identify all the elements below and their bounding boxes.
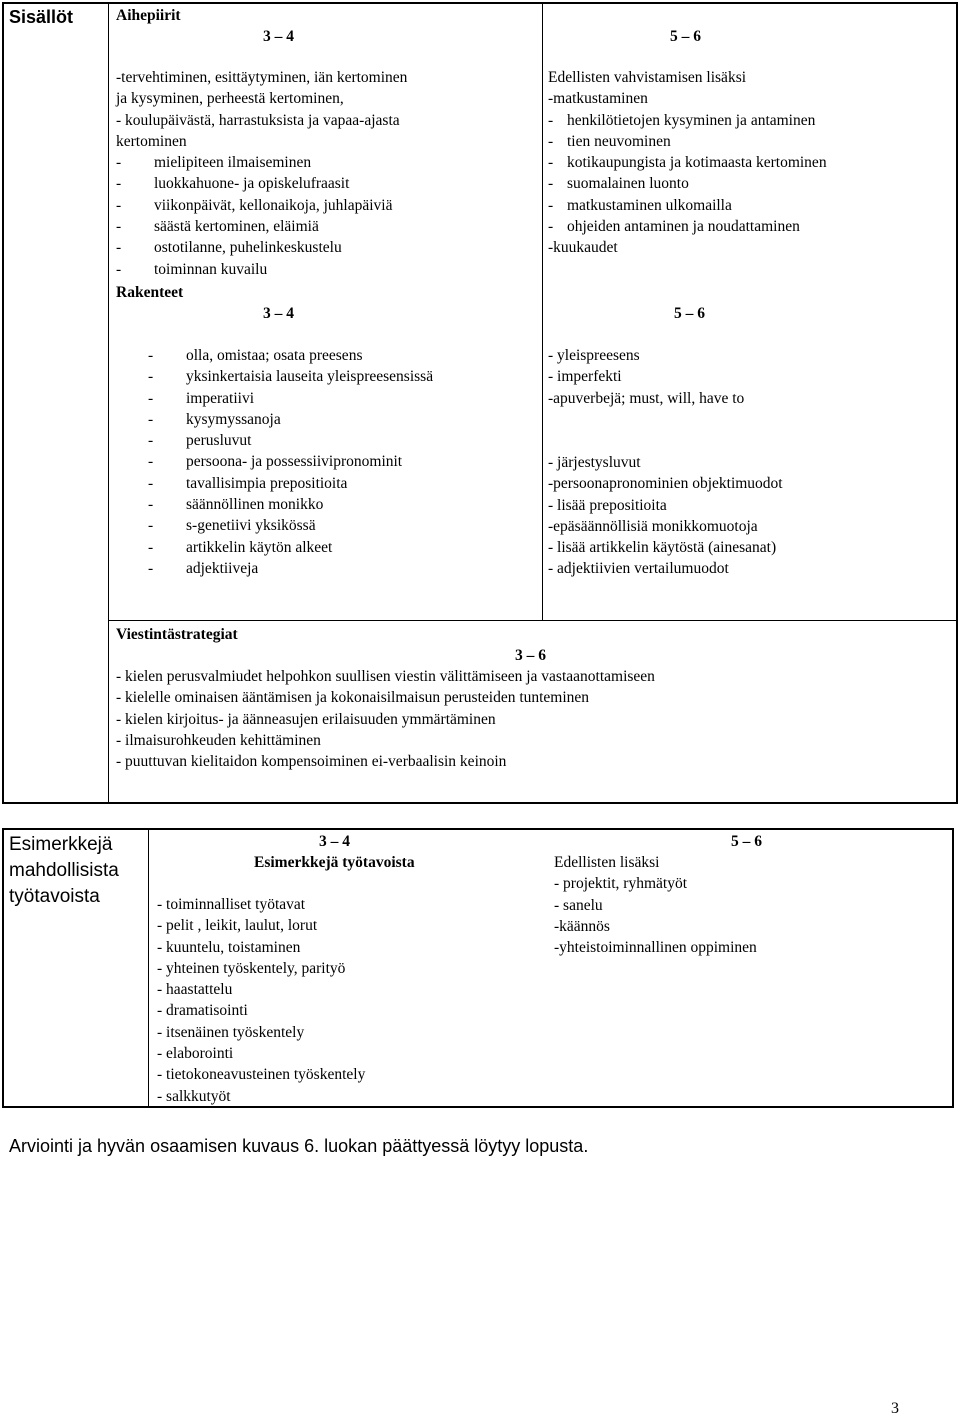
list-item: -matkustaminen xyxy=(548,90,648,108)
list-item: - pelit , leikit, laulut, lorut xyxy=(157,917,318,935)
table1-border-bottom xyxy=(2,802,958,804)
list-item: - puuttuvan kielitaidon kompensoiminen ei-verbaalisin keinoin xyxy=(116,753,507,771)
table2-border-top xyxy=(2,828,954,830)
list-item: - salkkutyöt xyxy=(157,1087,231,1105)
list-item: - artikkelin käytön alkeet xyxy=(148,538,333,556)
list-item: - kielen kirjoitus- ja äänneasujen erilaisuuden ymmärtäminen xyxy=(116,710,496,728)
table2-side-header xyxy=(9,832,119,910)
list-item: - elaborointi xyxy=(157,1045,234,1063)
table2-divider xyxy=(148,828,149,1108)
topics56-tail xyxy=(548,237,827,258)
list-item: - ilmaisurohkeuden kehittäminen xyxy=(116,731,321,749)
list-item: - kielen perusvalmiudet helpohkon suullisen viestin välittämiseen ja vastaanottamiseen xyxy=(116,668,655,685)
list-item: - säästä kertominen, eläimiä xyxy=(116,218,319,236)
list-item: - viikonpäivät, kellonaikoja, juhlapäiviä xyxy=(116,196,393,214)
topics56-lead xyxy=(548,67,827,110)
structures-heading: Rakenteet xyxy=(116,284,184,301)
list-item: - ohjeiden antaminen ja noudattaminen xyxy=(548,218,800,236)
list-item: - s-genetiivi yksikössä xyxy=(148,517,316,535)
topics-col34-header: 3 – 4 xyxy=(263,28,294,45)
list-item: - tavallisimpia prepositioita xyxy=(148,474,348,492)
list-item: - itsenäinen työskentely xyxy=(157,1023,305,1041)
list-item: - koulupäivästä, harrastuksista ja vapaa-ajasta xyxy=(116,111,400,129)
table2-border-right xyxy=(952,828,954,1108)
topics34-dash xyxy=(116,152,407,280)
structures34-list xyxy=(148,345,433,579)
list-item: -persoonapronominien objektimuodot xyxy=(548,475,783,493)
methods-col34-header: 3 – 4 xyxy=(319,833,350,850)
list-item: -epäsäännöllisiä monikkomuotoja xyxy=(548,517,758,535)
methods-col56-header: 5 – 6 xyxy=(731,833,762,850)
list-item: - järjestysluvut xyxy=(548,454,641,471)
list-item: - kysymyssanoja xyxy=(148,410,281,428)
list-item: - mielipiteen ilmaiseminen xyxy=(116,154,312,172)
list-item: - yhteinen työskentely, parityö xyxy=(157,959,346,977)
list-item: - imperfekti xyxy=(548,368,622,386)
list-item: - sanelu xyxy=(554,896,603,914)
list-item: - projektit, ryhmätyöt xyxy=(554,875,688,893)
table1-border-right xyxy=(956,2,958,804)
list-item: - lisää artikkelin käytöstä (ainesanat) xyxy=(548,539,777,557)
list-item: - haastattelu xyxy=(157,981,233,999)
list-item: - toiminnalliset työtavat xyxy=(157,896,306,913)
table1-divider-side xyxy=(108,2,109,804)
table2-border-bottom xyxy=(2,1106,954,1108)
strategies-heading: Viestintästrategiat xyxy=(116,626,238,643)
strategies-list xyxy=(116,666,655,772)
list-item: - tien neuvominen xyxy=(548,132,671,150)
table1-divider-columns xyxy=(542,2,543,621)
methods56-list xyxy=(554,852,757,958)
list-item: - matkustaminen ulkomailla xyxy=(548,196,732,214)
list-item: ja kysyminen, perheestä kertominen, xyxy=(116,90,344,108)
methods-col34-title: Esimerkkejä työtavoista xyxy=(254,854,415,871)
list-item: -tervehtiminen, esittäytyminen, iän kertominen xyxy=(116,69,408,86)
list-item: - luokkahuone- ja opiskelufraasit xyxy=(116,175,350,193)
list-item: - henkilötietojen kysyminen ja antaminen xyxy=(548,111,816,129)
footer-note: Arviointi ja hyvän osaamisen kuvaus 6. luokan päättyessä löytyy lopusta. xyxy=(9,1136,589,1156)
list-item: Edellisten vahvistamisen lisäksi xyxy=(548,69,747,86)
table1-divider-row xyxy=(108,620,958,621)
list-item: -apuverbejä; must, will, have to xyxy=(548,389,745,407)
topics-col56-header: 5 – 6 xyxy=(670,28,701,45)
structures-col56-header: 5 – 6 xyxy=(674,305,705,322)
list-item: - tietokoneavusteinen työskentely xyxy=(157,1066,366,1084)
list-item: - säännöllinen monikko xyxy=(148,496,324,514)
list-item: - dramatisointi xyxy=(157,1002,248,1020)
list-item: - persoona- ja possessiivipronominit xyxy=(148,453,403,471)
structures-col34-header: 3 – 4 xyxy=(263,305,294,322)
list-item: -käännös xyxy=(554,917,610,935)
structures56-list-a xyxy=(548,345,744,409)
side-header-line: Esimerkkejä xyxy=(9,834,113,855)
topics-heading: Aihepiirit xyxy=(116,7,181,24)
list-item: - suomalainen luonto xyxy=(548,175,689,193)
list-item: - kielelle ominaisen ääntämisen ja kokonaisilmaisun perusteiden tunteminen xyxy=(116,689,590,707)
structures56-list-b xyxy=(548,452,783,580)
methods34-list xyxy=(157,894,365,1107)
list-item: -kuukaudet xyxy=(548,239,618,257)
topics56-list xyxy=(548,67,827,259)
side-header-line: mahdollisista xyxy=(9,860,119,881)
table2-border-left xyxy=(2,828,4,1108)
list-item: Edellisten lisäksi xyxy=(554,854,660,871)
page-number: 3 xyxy=(891,1400,899,1417)
list-item: - perusluvut xyxy=(148,432,252,450)
list-item: - imperatiivi xyxy=(148,389,255,407)
list-item: - yksinkertaisia lauseita yleispreesensissä xyxy=(148,368,434,386)
list-item: kertominen xyxy=(116,132,187,150)
table1-border-top xyxy=(2,2,958,4)
strategies-range: 3 – 6 xyxy=(515,647,546,664)
list-item: -yhteistoiminnallinen oppiminen xyxy=(554,939,757,957)
list-item: - kuuntelu, toistaminen xyxy=(157,938,301,956)
list-item: - ostotilanne, puhelinkeskustelu xyxy=(116,239,342,257)
list-item: - olla, omistaa; osata preesens xyxy=(148,347,363,364)
table1-side-header: Sisällöt xyxy=(9,7,74,27)
side-header-line: työtavoista xyxy=(9,886,100,907)
table1-border-left xyxy=(2,2,4,804)
list-item: - kotikaupungista ja kotimaasta kertominen xyxy=(548,154,827,172)
topics34-plain xyxy=(116,67,407,152)
list-item: - adjektiivien vertailumuodot xyxy=(548,560,729,578)
list-item: - yleispreesens xyxy=(548,347,640,364)
topics34-list xyxy=(116,67,407,280)
list-item: - adjektiiveja xyxy=(148,559,259,577)
list-item: - lisää prepositioita xyxy=(548,496,667,514)
list-item: - toiminnan kuvailu xyxy=(116,260,268,278)
topics56-dash xyxy=(548,110,827,238)
